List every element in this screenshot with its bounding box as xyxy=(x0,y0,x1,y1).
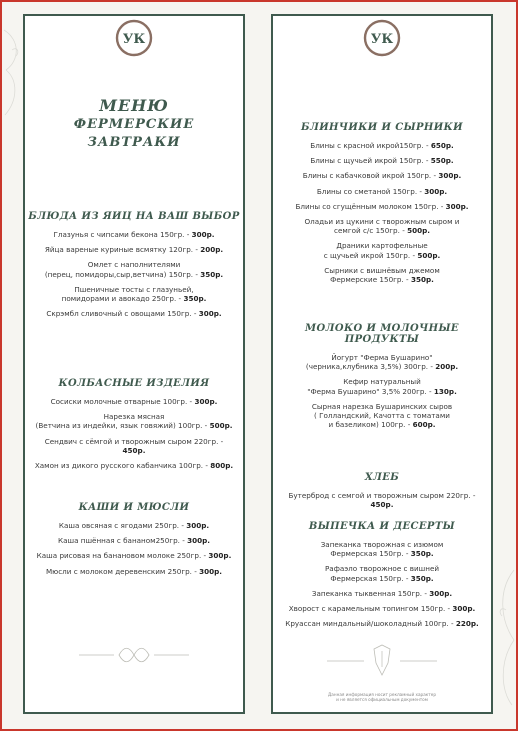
menu-item: Блины с щучьей икрой 150гр. - 550р. xyxy=(310,156,454,166)
disclaimer-text: Данная информация носит рекламный характер и не является официальным документом xyxy=(328,691,436,702)
section-eggs xyxy=(25,211,243,324)
ornament-divider-icon xyxy=(74,644,194,666)
section-porridge xyxy=(25,502,243,582)
menu-item: Сосиски молочные отварные 100гр. - 300р. xyxy=(50,397,218,406)
menu-item: Круассан миндальный/шоколадный 100гр. - 220р. xyxy=(285,619,479,629)
menu-item: Сендвич с сёмгой и творожным сыром 220гр. - 450р. xyxy=(44,436,224,455)
menu-item: Нарезка мясная (Ветчина из индейки, язык говяжий) 100гр. - 500р. xyxy=(35,412,233,431)
menu-item: Омлет с наполнителями (перец, помидоры,сыр,ветчина) 150гр. - 350р. xyxy=(44,260,224,279)
svg-text:УК: УК xyxy=(370,32,394,47)
menu-item: Бутерброд с семгой и творожным сыром 220гр. - 450р. xyxy=(288,491,476,510)
menu-item: Йогурт "Ферма Бушарино" (черника,клубника 3,5%) 300гр. - 200р. xyxy=(305,353,459,372)
menu-item: Запеканка творожная с изюмом Фермерская 150гр. - 350р. xyxy=(320,540,444,559)
section-bakery xyxy=(273,521,491,634)
menu-item: Сырная нарезка Бушаринских сыров ( Голландский, Качотта с томатами и базеликом) 100гр. - 600р. xyxy=(311,401,453,430)
menu-item: Блины с красной икрой150гр. - 650р. xyxy=(310,141,454,150)
menu-item: Мюсли с молоком деревенским 250гр. - 300р. xyxy=(45,566,223,576)
section-dairy xyxy=(273,323,491,435)
menu-item: Блины со сметаной 150гр. - 300р. xyxy=(316,186,448,196)
floral-decor-right-icon xyxy=(494,560,516,710)
menu-panel-left xyxy=(23,14,245,714)
menu-title-line-2: ФЕРМЕРСКИЕ ЗАВТРАКИ xyxy=(73,117,195,150)
section-title: МОЛОКО И МОЛОЧНЫЕ ПРОДУКТЫ xyxy=(305,323,459,345)
menu-panel-right xyxy=(271,14,493,714)
menu-item: Глазунья с чипсами бекона 150гр. - 300р. xyxy=(53,230,215,239)
restaurant-logo-icon xyxy=(114,18,154,58)
menu-item: Кефир натуральный "Ферма Бушарино" 3,5% 200гр. - 130р. xyxy=(307,377,457,396)
menu-item: Запеканка тыквенная 150гр. - 300р. xyxy=(311,588,453,598)
section-title: БЛИНЧИКИ И СЫРНИКИ xyxy=(301,122,463,133)
menu-item: Рафаэло творожное с вишней Фермерская 150гр. - 350р. xyxy=(324,564,440,583)
menu-item: Сырники с вишнёвым джемом Фермерские 150гр. - 350р. xyxy=(324,265,440,285)
menu-item: Оладьи из цукини с творожным сыром и семгой с/с 150гр. - 500р. xyxy=(304,217,460,236)
menu-item: Блины со сгущённым молоком 150гр. - 300р. xyxy=(295,201,469,211)
svg-text:УК: УК xyxy=(122,32,146,47)
menu-item: Каша рисовая на банановом молоке 250гр. - 300р. xyxy=(36,551,232,561)
floral-decor-left-icon xyxy=(2,20,24,140)
menu-title xyxy=(25,96,243,152)
section-title: БЛЮДА ИЗ ЯИЦ НА ВАШ ВЫБОР xyxy=(28,211,240,222)
menu-item: Драники картофельные с щучьей икрой 150гр. - 500р. xyxy=(323,241,441,260)
section-bread xyxy=(273,472,491,515)
section-title: ХЛЕБ xyxy=(364,472,400,483)
menu-item: Хамон из дикого русского кабанчика 100гр. - 800р. xyxy=(34,461,234,471)
frame-top-line xyxy=(0,0,518,2)
ornament-divider-icon xyxy=(322,641,442,681)
menu-item: Каша пшённая с бананом250гр. - 300р. xyxy=(58,536,210,546)
menu-item: Блины с кабачковой икрой 150гр. - 300р. xyxy=(302,171,462,181)
restaurant-logo-icon xyxy=(362,18,402,58)
section-title: КАШИ И МЮСЛИ xyxy=(78,502,190,513)
section-pancakes xyxy=(273,122,491,290)
section-sausages xyxy=(25,378,243,476)
section-title: ВЫПЕЧКА И ДЕСЕРТЫ xyxy=(308,521,456,532)
menu-item: Скрэмбл сливочный с овощами 150гр. - 300р. xyxy=(46,309,222,319)
menu-item: Пшеничные тосты с глазуньей, помидорами и авокадо 250гр. - 350р. xyxy=(61,284,207,304)
section-title: КОЛБАСНЫЕ ИЗДЕЛИЯ xyxy=(58,378,210,389)
menu-title-line-1: МЕНЮ xyxy=(99,96,169,115)
menu-item: Хворост с карамельным топингом 150гр. - 300р. xyxy=(288,604,476,614)
menu-item: Яйца вареные куриные всмятку 120гр. - 200р. xyxy=(44,245,224,255)
menu-item: Каша овсяная с ягодами 250гр. - 300р. xyxy=(58,521,210,530)
